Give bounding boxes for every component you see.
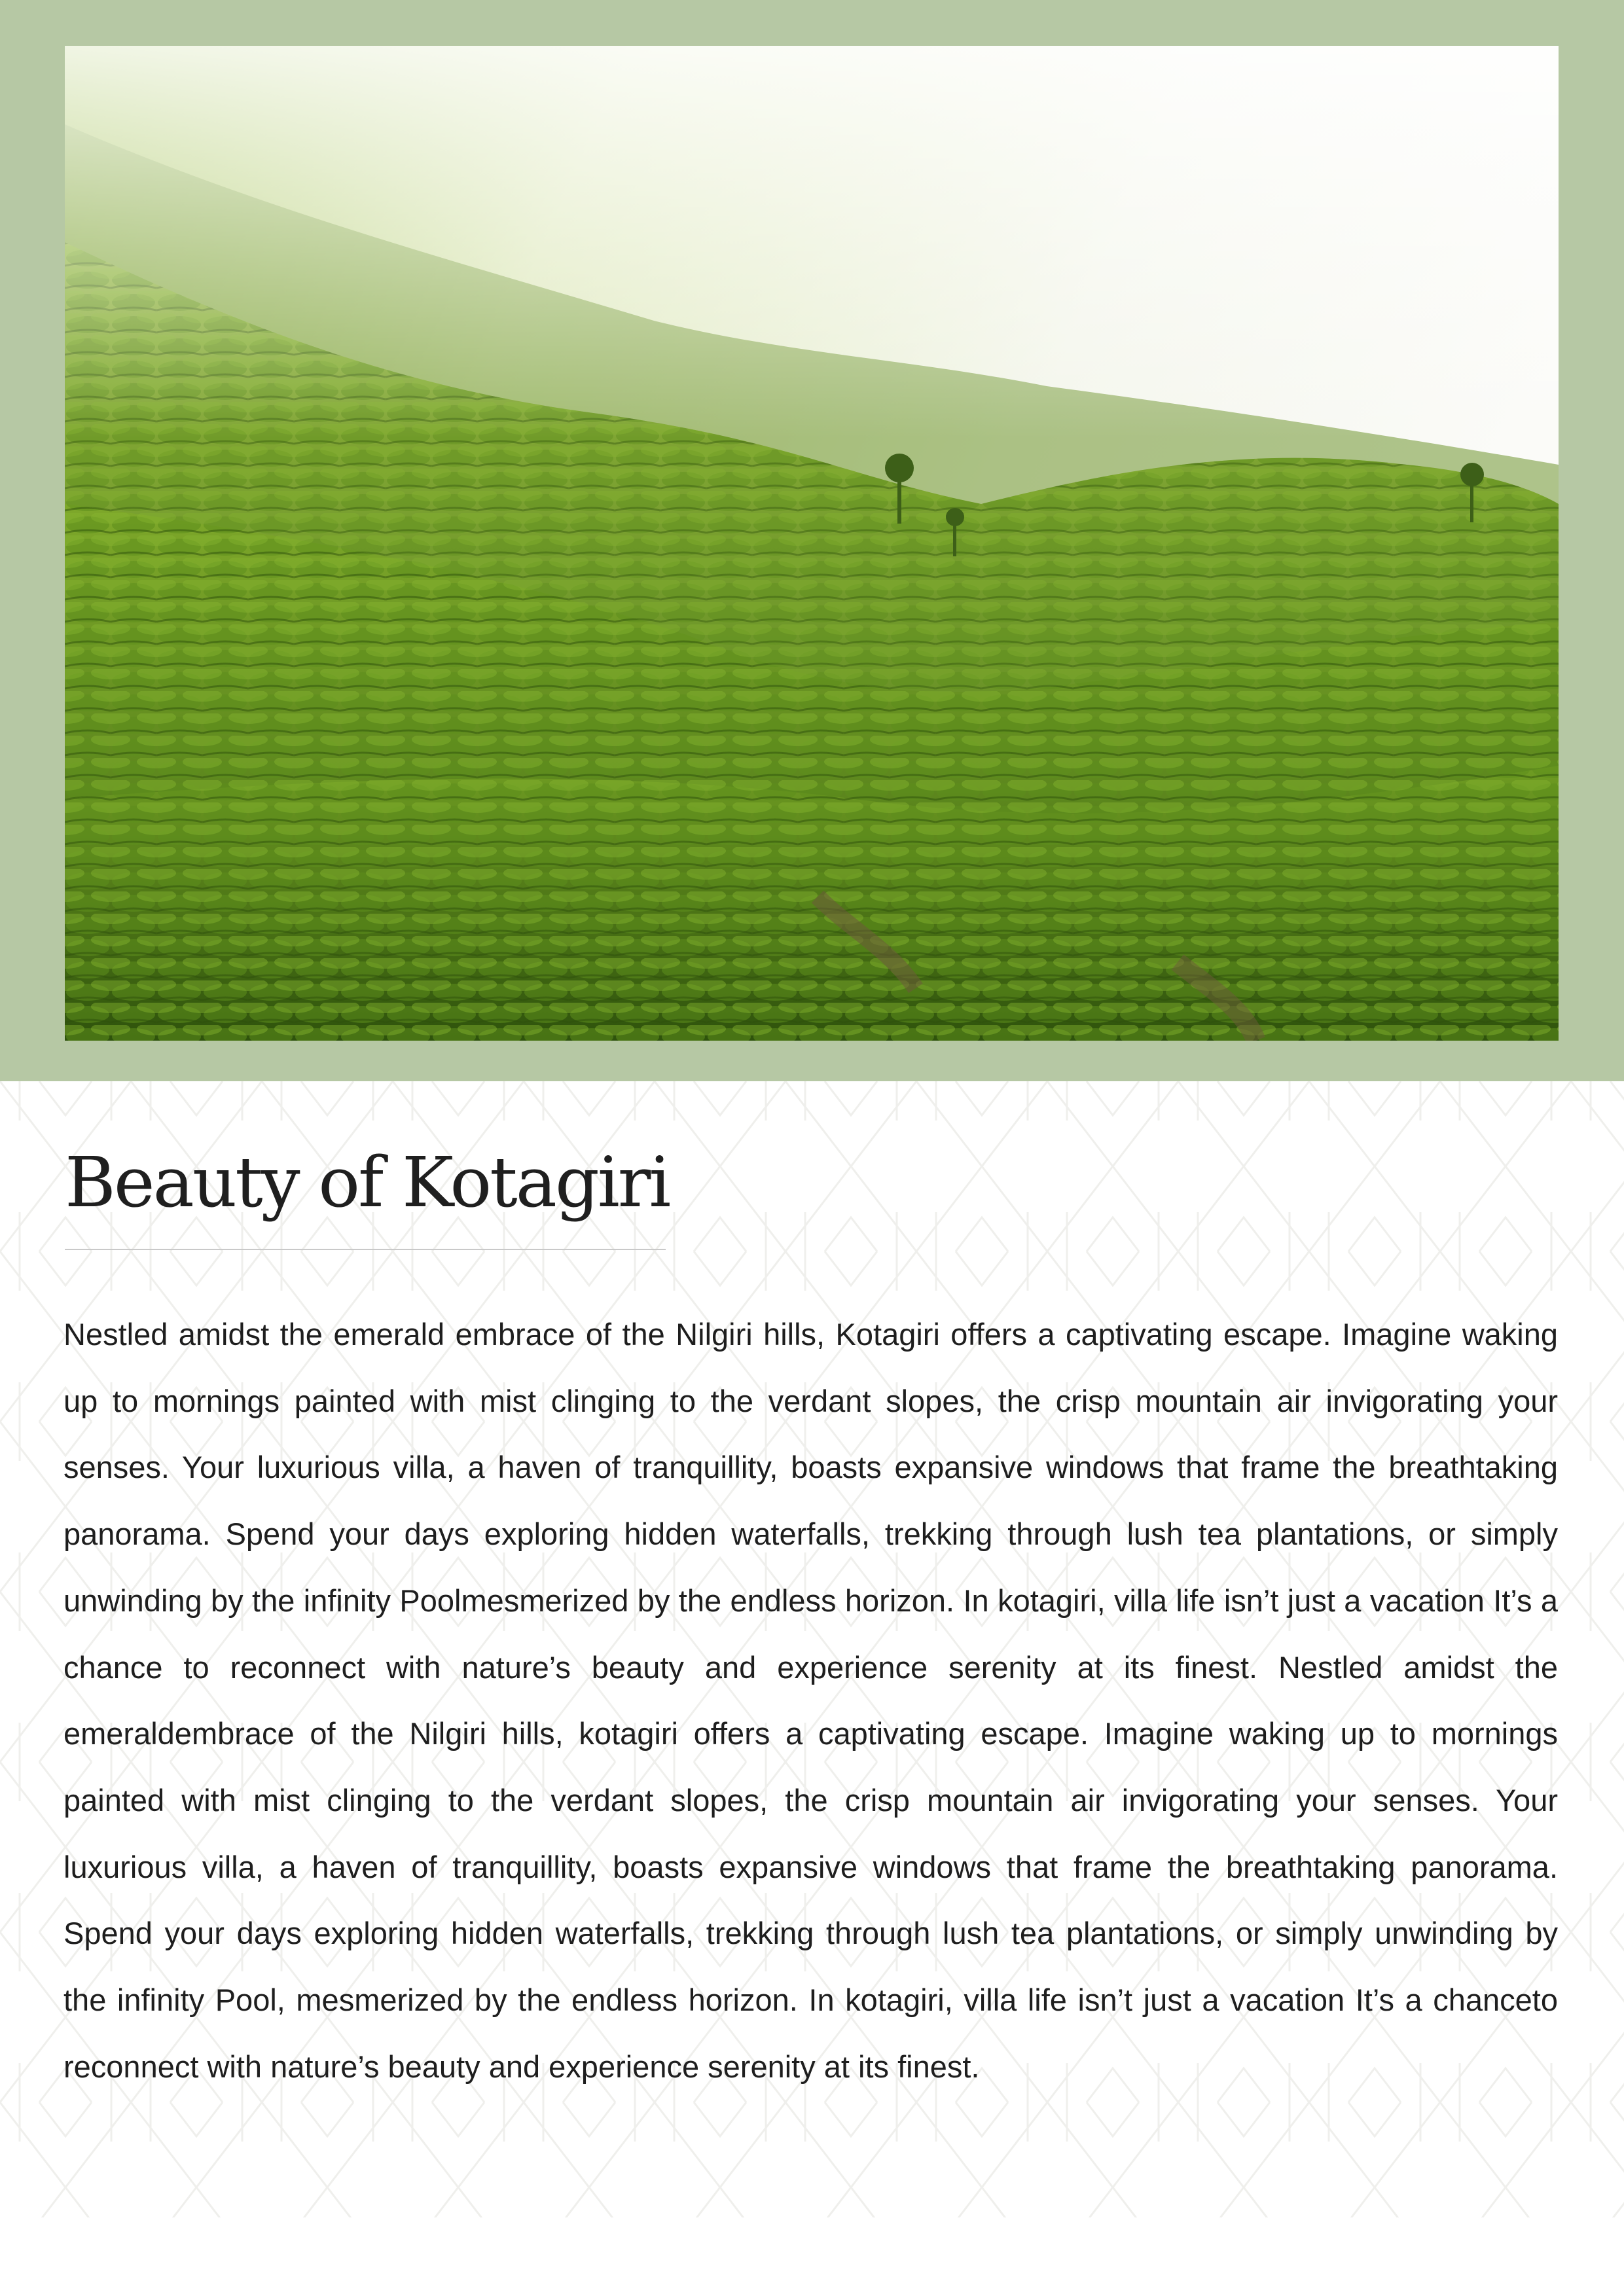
tea-plantation-image: [65, 46, 1559, 1041]
body-paragraph: Nestled amidst the emerald embrace of the Nilgiri hills, Kotagiri offers a captivating escape. Imagine waking up to mornings painted with mist clinging to the verdant slopes, the crisp mountain air invigorating your senses. Your luxurious villa, a haven of tranquillity, boasts expansive windows that frame the breathtaking panorama. Spend your days exploring hidden waterfalls, trekking through lush tea plantations, or simply unwinding by the infinity Poolmesmerized by the endless horizon. In kotagiri, villa life isn’t just a vacation It’s a chance to reconnect with nature’s beauty and experience serenity at its finest. Nestled amidst the emeraldembrace of the Nilgiri hills, kotagiri offers a captivating escape. Imagine waking up to mornings painted with mist clinging to the verdant slopes, the crisp mountain air invigorating your senses. Your luxurious villa, a haven of tranquillity, boasts expansive windows that frame the breathtaking panorama. Spend your days exploring hidden waterfalls, trekking through lush tea plantations, or simply unwinding by the infinity Pool, mesmerized by the endless horizon. In kotagiri, villa life isn’t just a vacation It’s a chanceto reconnect with nature’s beauty and experience serenity at its finest.: [63, 1317, 1558, 2084]
hero-photo: [65, 46, 1559, 1041]
page-title: Beauty of Kotagiri: [65, 1142, 670, 1223]
title-divider: [65, 1249, 666, 1250]
